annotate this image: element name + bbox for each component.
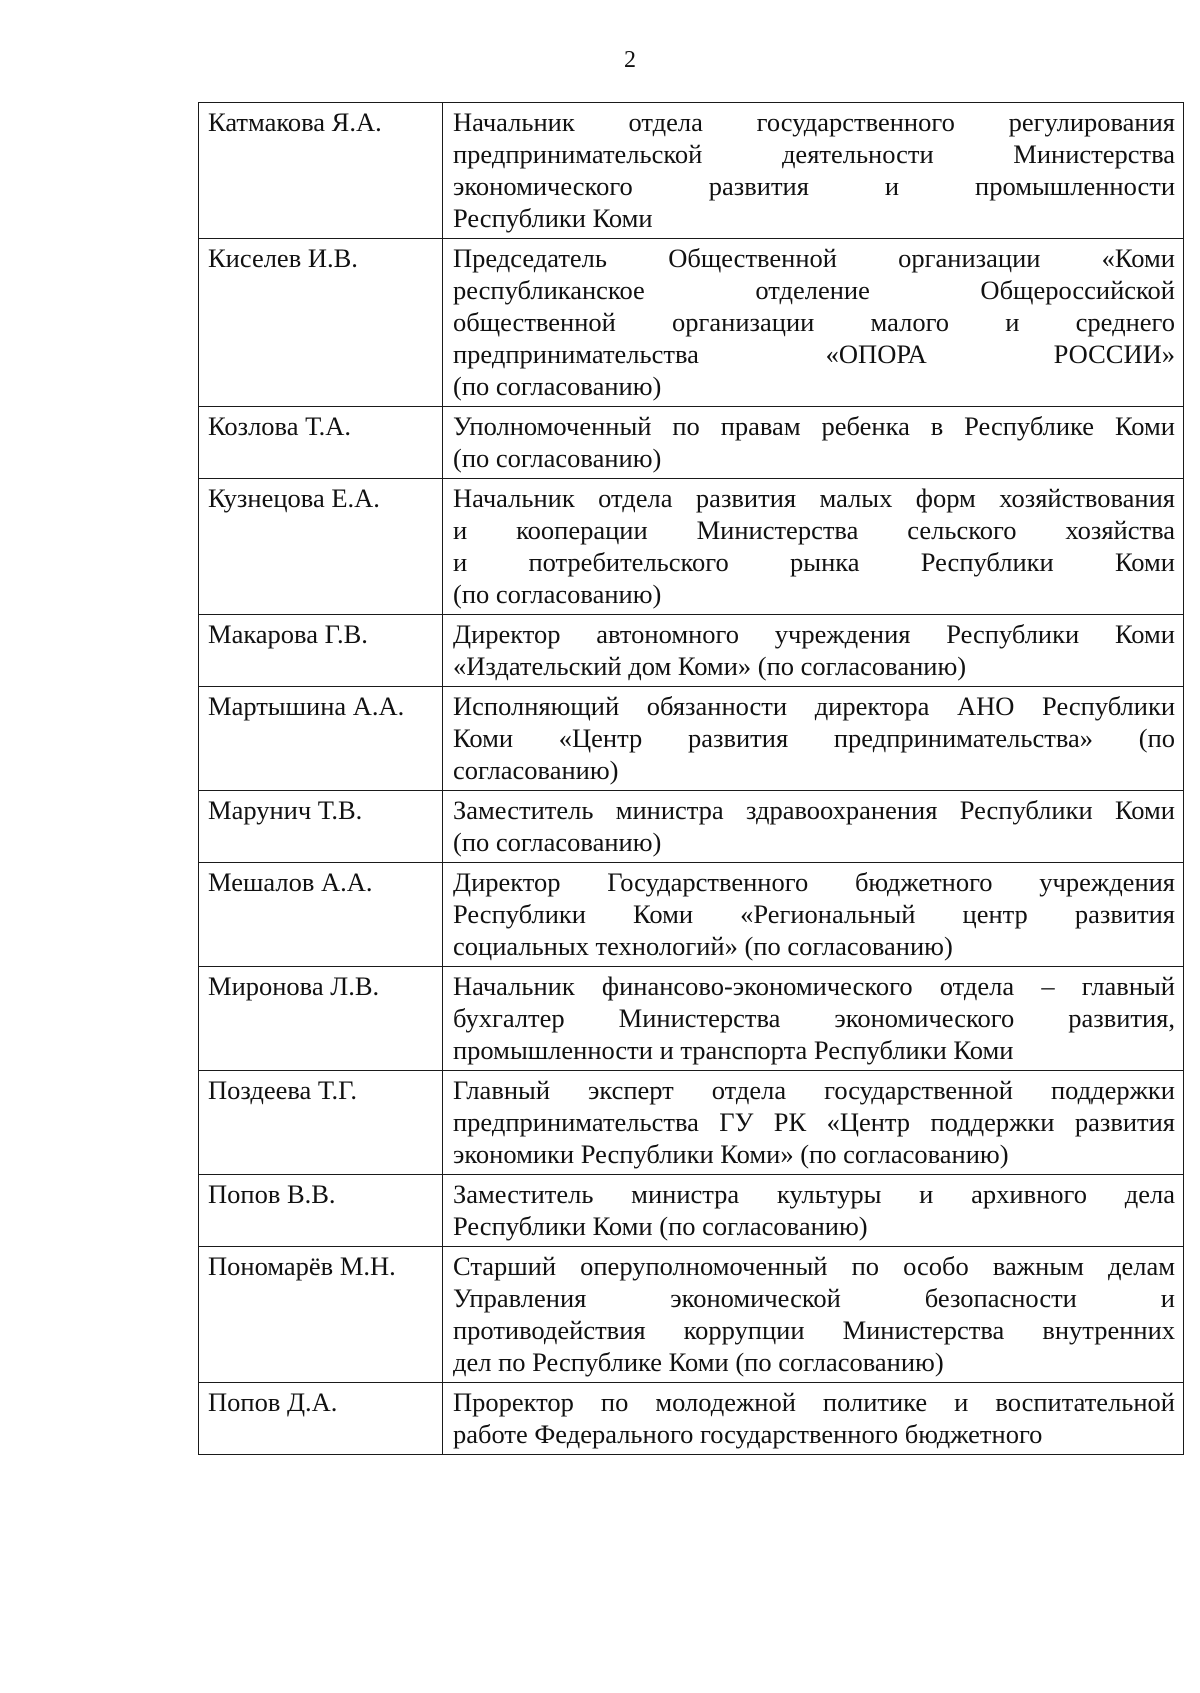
member-name: Поздеева Т.Г. [199, 1071, 443, 1175]
position-line: Начальник отдела государственного регулирования [453, 107, 1175, 137]
table-row [199, 1383, 1184, 1455]
page-number: 2 [624, 47, 636, 73]
position-line: Уполномоченный по правам ребенка в Республике Коми [453, 411, 1175, 441]
position-line: (по согласованию) [453, 579, 662, 609]
table-row [199, 239, 1184, 407]
position-line: Председатель Общественной организации «Коми [453, 243, 1175, 273]
position-line: Республики Коми «Региональный центр развития [453, 899, 1175, 929]
member-name: Козлова Т.А. [199, 407, 443, 479]
position-line: (по согласованию) [453, 827, 662, 857]
member-position [443, 1071, 1184, 1175]
member-position [443, 103, 1184, 239]
table-row [199, 407, 1184, 479]
position-line: предпринимательской деятельности Министерства [453, 139, 1175, 169]
member-name: Мешалов А.А. [199, 863, 443, 967]
position-line: Заместитель министра здравоохранения Республики Коми [453, 795, 1175, 825]
position-line: Заместитель министра культуры и архивного дела [453, 1179, 1175, 1209]
member-position [443, 967, 1184, 1071]
position-line: и потребительского рынка Республики Коми [453, 547, 1175, 577]
member-position [443, 407, 1184, 479]
position-line: (по согласованию) [453, 443, 662, 473]
position-line: Проректор по молодежной политике и воспитательной [453, 1387, 1175, 1417]
member-name: Пономарёв М.Н. [199, 1247, 443, 1383]
position-line: предпринимательства ГУ РК «Центр поддержки развития [453, 1107, 1175, 1137]
member-name: Макарова Г.В. [199, 615, 443, 687]
position-line: экономики Республики Коми» (по согласованию) [453, 1139, 1009, 1169]
table-row [199, 863, 1184, 967]
member-name: Мартышина А.А. [199, 687, 443, 791]
position-line: общественной организации малого и среднего [453, 307, 1175, 337]
position-line: бухгалтер Министерства экономического развития, [453, 1003, 1175, 1033]
position-line: республиканское отделение Общероссийской [453, 275, 1175, 305]
position-line: противодействия коррупции Министерства внутренних [453, 1315, 1175, 1345]
member-position [443, 1383, 1184, 1455]
position-line: социальных технологий» (по согласованию) [453, 931, 953, 961]
member-position [443, 687, 1184, 791]
table-row [199, 967, 1184, 1071]
position-line: Республики Коми [453, 203, 653, 233]
table-row [199, 1247, 1184, 1383]
position-line: «Издательский дом Коми» (по согласованию) [453, 651, 967, 681]
position-line: Старший оперуполномоченный по особо важным делам [453, 1251, 1175, 1281]
position-line: Республики Коми (по согласованию) [453, 1211, 868, 1241]
member-position [443, 615, 1184, 687]
table-row [199, 791, 1184, 863]
member-name: Киселев И.В. [199, 239, 443, 407]
member-position [443, 479, 1184, 615]
members-table-body [199, 103, 1184, 1455]
position-line: Исполняющий обязанности директора АНО Республики [453, 691, 1175, 721]
position-line: дел по Республике Коми (по согласованию) [453, 1347, 944, 1377]
position-line: предпринимательства «ОПОРА РОССИИ» [453, 339, 1175, 369]
table-row [199, 103, 1184, 239]
position-line: Коми «Центр развития предпринимательства» (по [453, 723, 1175, 753]
position-line: Директор Государственного бюджетного учреждения [453, 867, 1175, 897]
position-line: (по согласованию) [453, 371, 662, 401]
table-row [199, 479, 1184, 615]
table-row [199, 615, 1184, 687]
member-name: Катмакова Я.А. [199, 103, 443, 239]
member-position [443, 1175, 1184, 1247]
position-line: экономического развития и промышленности [453, 171, 1175, 201]
table-row [199, 1175, 1184, 1247]
position-line: Управления экономической безопасности и [453, 1283, 1175, 1313]
position-line: Главный эксперт отдела государственной поддержки [453, 1075, 1175, 1105]
member-name: Марунич Т.В. [199, 791, 443, 863]
table-row [199, 687, 1184, 791]
position-line: работе Федерального государственного бюджетного [453, 1419, 1043, 1449]
position-line: Начальник финансово-экономического отдела – главный [453, 971, 1175, 1001]
table-row [199, 1071, 1184, 1175]
position-line: промышленности и транспорта Республики Коми [453, 1035, 1014, 1065]
member-position [443, 863, 1184, 967]
member-name: Кузнецова Е.А. [199, 479, 443, 615]
member-name: Попов В.В. [199, 1175, 443, 1247]
member-position [443, 791, 1184, 863]
member-name: Миронова Л.В. [199, 967, 443, 1071]
position-line: Начальник отдела развития малых форм хозяйствования [453, 483, 1175, 513]
members-table [198, 102, 1184, 1455]
position-line: и кооперации Министерства сельского хозяйства [453, 515, 1175, 545]
member-position [443, 239, 1184, 407]
member-name: Попов Д.А. [199, 1383, 443, 1455]
member-position [443, 1247, 1184, 1383]
position-line: Директор автономного учреждения Республики Коми [453, 619, 1175, 649]
position-line: согласованию) [453, 755, 619, 785]
